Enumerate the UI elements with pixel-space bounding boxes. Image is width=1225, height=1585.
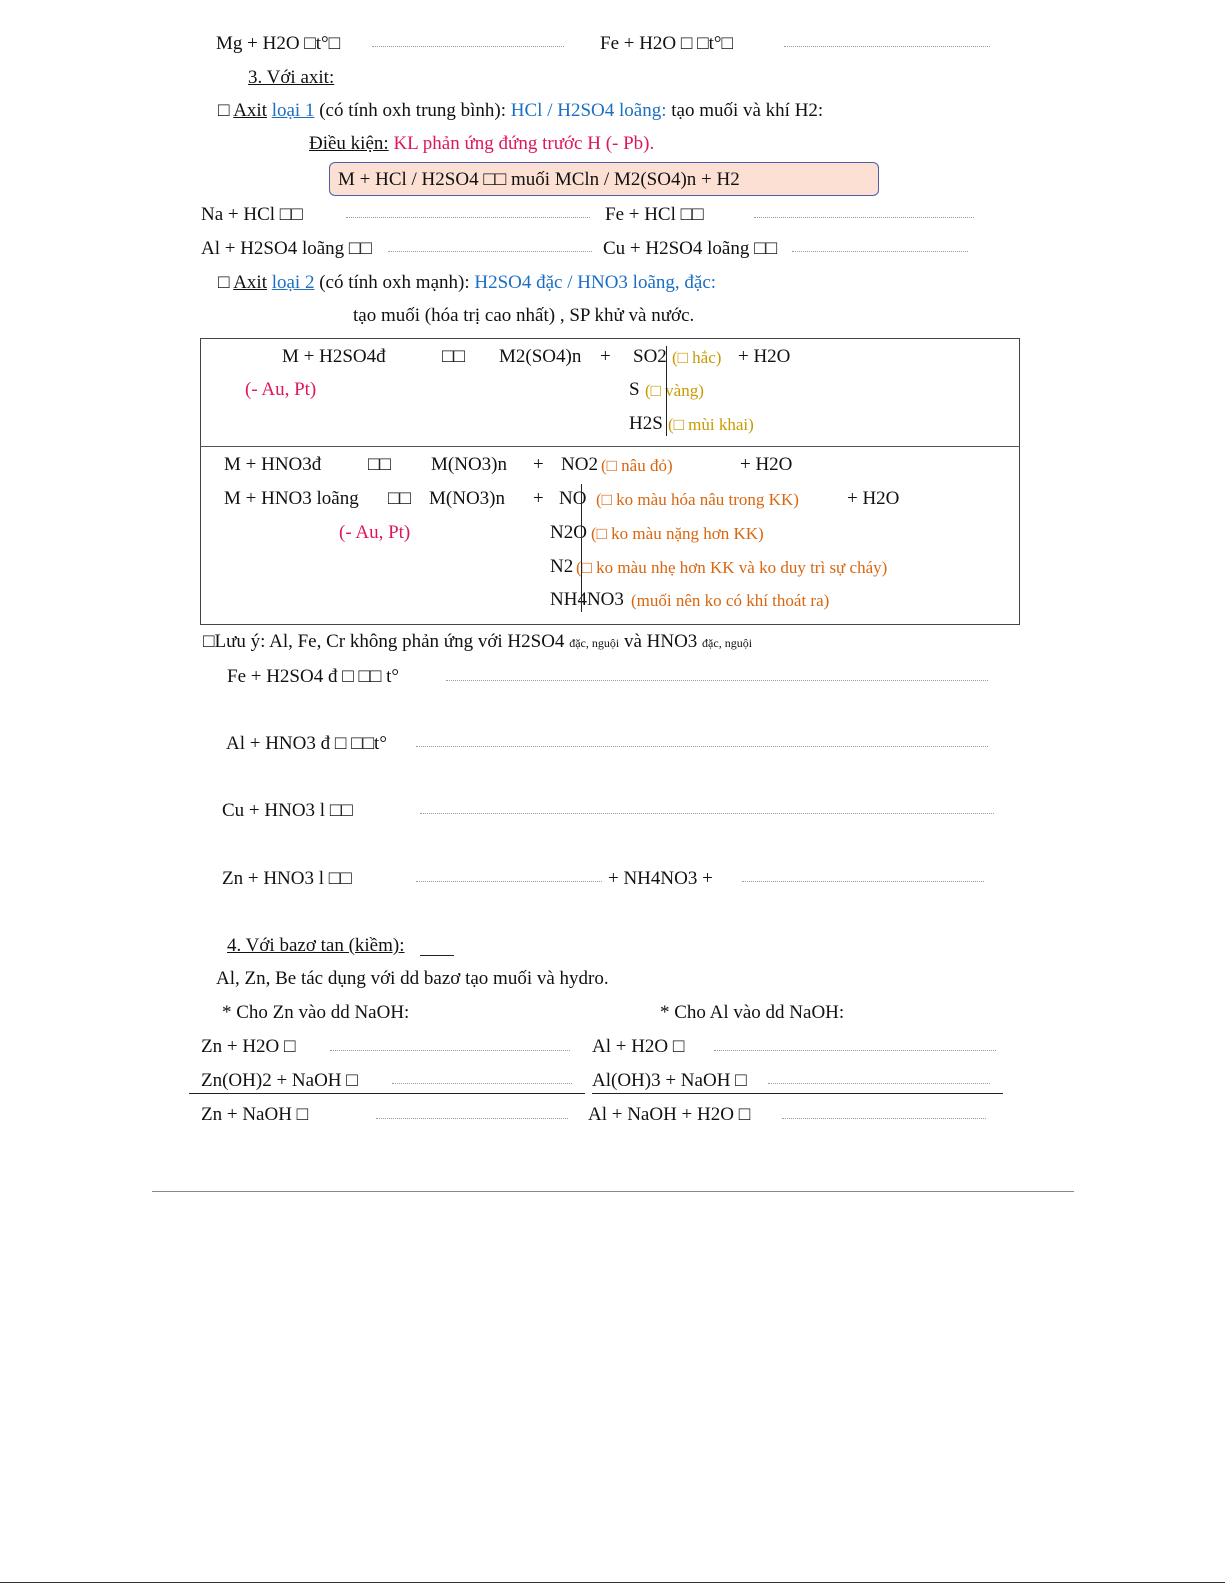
so2-note: (□ hắc) [672,348,722,367]
nh4no3-note: (muối nên ko có khí thoát ra) [631,591,830,610]
zn-naoh-title: * Cho Zn vào dd NaOH: [222,1002,410,1023]
example-na-hcl: Na + HCl □□ [201,204,303,225]
blank-line [768,1083,990,1084]
s-note: (□ vàng) [645,381,704,400]
product-so2: SO2 [633,346,667,367]
page-bottom-edge [0,1582,1225,1583]
n2-note: (□ ko màu nhẹ hơn KK và ko duy trì sự cháy) [576,558,888,577]
product-s: S [629,379,640,400]
table-divider [200,446,1020,447]
bracket-line [581,484,582,612]
condition-text: KL phản ứng đứng trước H (- Pb). [393,133,655,154]
bracket-line [666,346,667,436]
no-note: (□ ko màu hóa nâu trong KK) [596,490,799,509]
blank-line [376,1118,568,1119]
blank-line [346,217,590,218]
example-al-h2so4: Al + H2SO4 loãng □□ [201,238,372,259]
page-footer-rule [152,1191,1074,1192]
zn-hydroxide-naoh: Zn(OH)2 + NaOH □ [201,1070,358,1091]
product-n2o: N2O [550,522,587,543]
acid2-result: tạo muối (hóa trị cao nhất) , SP khử và nước. [353,305,695,326]
loai-label: loại 2 [271,272,315,293]
note-condition: đặc, nguội [569,636,620,650]
plus-water: + H2O [738,346,791,367]
al-naoh-water: Al + NaOH + H2O □ [588,1104,751,1125]
nitrate-salt: M(NO3)n [429,488,505,509]
blank-line [372,46,564,47]
blank-line [792,251,968,252]
exercise-cu-hno3: Cu + HNO3 l □□ [222,800,353,821]
exercise-al-hno3: Al + HNO3 đ □ □□t° [226,733,387,754]
blank-line [446,680,988,681]
exercise-zn-hno3: Zn + HNO3 l □□ [222,868,352,889]
plus-water: + H2O [847,488,900,509]
axit-label: Axit [233,272,267,293]
section4-desc: Al, Zn, Be tác dụng với dd bazơ tạo muối và hydro. [216,968,609,989]
blank-line [330,1050,570,1051]
product-no: NO [559,488,587,509]
fe-water-reaction: Fe + H2O □ □t°□ [600,33,733,54]
underline-tail [420,955,454,956]
exclusion-au-pt: (- Au, Pt) [245,379,317,400]
acid1-result: tạo muối và khí H2: [671,100,824,121]
h2s-note: (□ mùi khai) [668,415,754,434]
condition-label: Điều kiện: [309,133,389,154]
reaction-table [200,338,1020,625]
plus: + [533,488,544,509]
plus: + [533,454,544,475]
plus-water: + H2O [740,454,793,475]
hno3-dilute-reactants: M + HNO3 loãng [224,488,359,509]
blank-line [416,746,988,747]
blank-line [420,813,994,814]
acid1-condition [309,134,654,153]
h2so4-reactants: M + H2SO4đ [282,346,386,367]
note-text: □Lưu ý: Al, Fe, Cr không phản ứng với H2SO4 [203,631,565,652]
acid-type1-heading [218,101,823,120]
hno3-conc-reactants: M + HNO3đ [224,454,322,475]
h2so4-salt: M2(SO4)n [499,346,582,367]
acid1-formula: M + HCl / H2SO4 □□ muối MCln / M2(SO4)n + H2 [338,169,740,190]
plus: + [600,346,611,367]
arrow: □□ [368,454,391,475]
blank-line [782,1118,986,1119]
acid-type2-heading [218,273,716,292]
exercise-zn-products: + NH4NO3 + [608,868,713,889]
arrow: □□ [388,488,411,509]
blank-line [416,881,602,882]
axit-label: Axit [233,100,267,121]
product-no2: NO2 [561,454,598,475]
nitrate-salt: M(NO3)n [431,454,507,475]
product-nh4no3: NH4NO3 [550,589,624,610]
section3-title: 3. Với axit: [248,67,335,88]
bullet-icon: □ [218,272,230,293]
product-n2: N2 [550,556,574,577]
zn-naoh: Zn + NaOH □ [201,1104,309,1125]
blank-line [784,46,990,47]
acid2-desc: (có tính oxh mạnh): [319,272,470,293]
zn-water: Zn + H2O □ [201,1036,296,1057]
exclusion-au-pt: (- Au, Pt) [339,522,411,543]
underline-rule [592,1093,1003,1094]
blank-line [754,217,974,218]
loai-label: loại 1 [271,100,315,121]
bullet-icon: □ [218,100,230,121]
al-water: Al + H2O □ [592,1036,685,1057]
product-h2s: H2S [629,413,663,434]
arrow: □□ [442,346,465,367]
note-mid: và HNO3 [623,631,698,652]
al-naoh-title: * Cho Al vào dd NaOH: [660,1002,845,1023]
acid1-desc: (có tính oxh trung bình): [319,100,507,121]
acid2-acids: H2SO4 đặc / HNO3 loãng, đặc: [474,272,717,293]
no2-note: (□ nâu đỏ) [601,456,673,475]
blank-line [714,1050,996,1051]
example-cu-h2so4: Cu + H2SO4 loãng □□ [603,238,778,259]
blank-line [742,881,984,882]
note-condition: đặc, nguội [702,636,753,650]
acid1-acids: HCl / H2SO4 loãng: [510,100,667,121]
blank-line [392,1083,572,1084]
passivation-note [203,632,752,651]
exercise-fe-h2so4: Fe + H2SO4 đ □ □□ t° [227,666,400,687]
n2o-note: (□ ko màu nặng hơn KK) [591,524,764,543]
blank-line [388,251,592,252]
al-hydroxide-naoh: Al(OH)3 + NaOH □ [592,1070,747,1091]
example-fe-hcl: Fe + HCl □□ [605,204,704,225]
underline-rule [189,1093,585,1094]
mg-water-reaction: Mg + H2O □t°□ [216,33,341,54]
section4-title: 4. Với bazơ tan (kiềm): [227,935,405,956]
